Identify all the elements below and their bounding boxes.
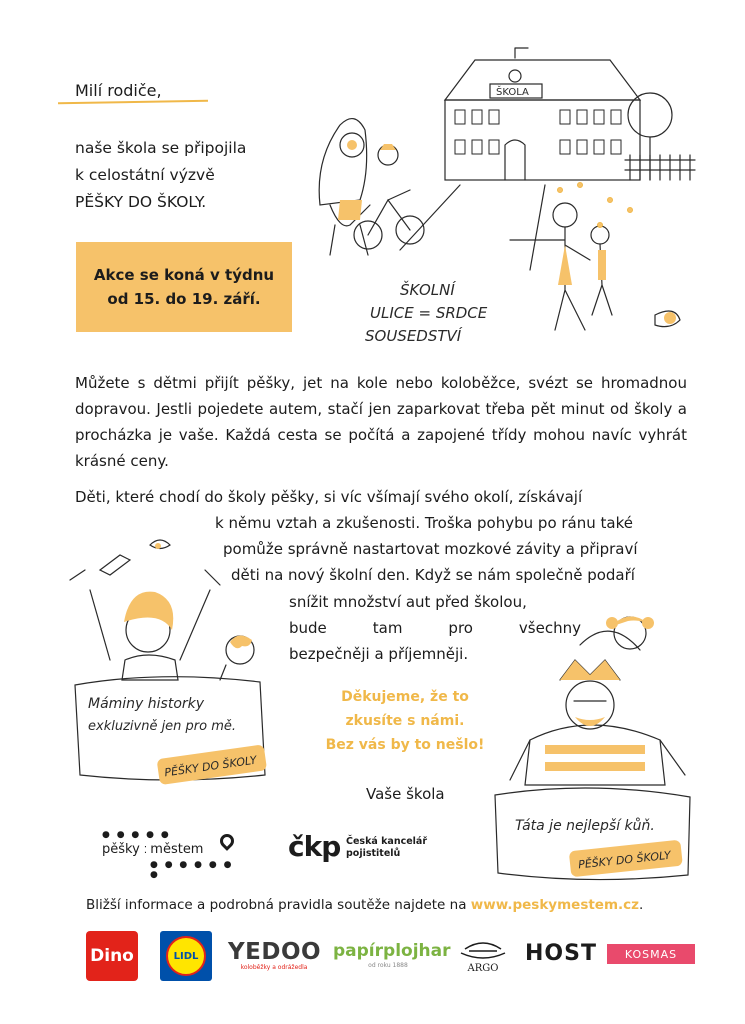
dino-logo-text: Dino xyxy=(90,946,134,966)
argo-logo-text: ARGO xyxy=(467,963,499,974)
ckp-logo xyxy=(288,830,438,870)
kosmas-logo xyxy=(607,944,695,964)
kosmas-logo-text: KOSMAS xyxy=(624,947,678,961)
intro-line: k celostátní výzvě xyxy=(75,166,215,184)
paragraph-benefits-line: bude tam pro všechny xyxy=(289,619,581,637)
papirplojhar-logo xyxy=(333,940,451,980)
paragraph-benefits-line: snížit množství aut před školou, xyxy=(289,593,527,611)
dots-decoration: ● ● ● ● ● ● ● xyxy=(150,860,234,880)
greeting-underline xyxy=(58,100,208,105)
paragraph-benefits-line: pomůže správně nastartovat mozkové závity a připraví xyxy=(223,540,638,558)
mestem-word: městem xyxy=(150,842,204,857)
footer-info xyxy=(86,897,643,913)
paragraph-benefits-line: bezpečněji a příjemněji. xyxy=(289,645,469,663)
yedoo-logo-sub: koloběžky a odrážedla xyxy=(240,964,308,971)
event-date-line: Akce se koná v týdnu xyxy=(93,266,275,284)
pesky-word: pěšky xyxy=(102,842,140,857)
location-pin-icon xyxy=(217,831,237,851)
argo-logo xyxy=(455,935,511,981)
host-logo: HOST xyxy=(525,941,597,966)
paragraph-benefits-line: k němu vztah a zkušenosti. Troška pohybu po ránu také xyxy=(215,514,633,532)
street-caption-line: SOUSEDSTVÍ xyxy=(365,327,462,345)
dino-logo xyxy=(86,931,138,981)
pesky-mestem-logo xyxy=(102,828,242,880)
thanks-line: Děkujeme, že to xyxy=(341,689,469,705)
event-date-box xyxy=(76,242,292,332)
thanks-line: Bez vás by to nešlo! xyxy=(325,737,485,753)
mom-stories-illustration xyxy=(60,530,290,790)
yedoo-logo-text: YEDOO xyxy=(228,939,322,965)
paragraph-benefits-line: Děti, které chodí do školy pěšky, si víc všímají svého okolí, získávají xyxy=(75,488,583,506)
colon-decoration: ⁚ xyxy=(143,845,151,856)
dots-decoration: ● ● ● ● ● xyxy=(102,830,171,840)
thank-you-note xyxy=(300,685,510,757)
paragraph-benefits-line: děti na nový školní den. Když se nám společně podaří xyxy=(231,566,635,584)
signature: Vaše škola xyxy=(366,785,445,803)
papirplojhar-logo-text: papírplojhar xyxy=(333,941,451,961)
intro-line: naše škola se připojila xyxy=(75,139,247,157)
papirplojhar-logo-sub: od roku 1888 xyxy=(368,962,408,969)
ckp-name-line: Česká kancelář xyxy=(346,836,428,847)
argo-ship-icon xyxy=(455,935,511,963)
lidl-logo xyxy=(160,931,212,981)
stamp-text: PĚŠKY DO ŠKOLY xyxy=(163,753,258,780)
event-date-line: od 15. do 19. září. xyxy=(107,290,261,308)
yedoo-logo xyxy=(228,940,320,980)
footer-info-text: Bližší informace a podrobná pravidla soutěže najdete na xyxy=(86,897,471,913)
school-street-illustration xyxy=(300,40,700,360)
ckp-name-line: pojistitelů xyxy=(346,848,401,859)
dad-caption: Táta je nejlepší kůň. xyxy=(515,818,655,834)
mom-caption-line: exkluzivně jen pro mě. xyxy=(88,719,237,734)
footer-period: . xyxy=(639,897,644,913)
lidl-logo-text: LIDL xyxy=(173,950,199,962)
thanks-line: zkusíte s námi. xyxy=(345,713,465,729)
intro-line: PĚŠKY DO ŠKOLY. xyxy=(75,193,207,211)
website-link[interactable]: www.peskymestem.cz xyxy=(470,897,640,913)
dad-horse-illustration xyxy=(490,605,700,885)
paragraph-travel-options: Můžete s dětmi přijít pěšky, jet na kole nebo koloběžce, svézt se hromadnou dopravou. Jestli pojedete autem, stačí jen zaparkovat třeba pět minut od školy a procházka je vaše. Každá cesta se počítá a zapojené třídy mohou navíc vyhrát krásné ceny. xyxy=(75,374,687,470)
street-caption-line: ULICE = SRDCE xyxy=(370,304,488,322)
street-caption-line: ŠKOLNÍ xyxy=(400,281,455,299)
mom-caption-line: Máminy historky xyxy=(88,696,205,712)
stamp-text: PĚŠKY DO ŠKOLY xyxy=(577,848,672,872)
pesky-mestem-line xyxy=(102,842,203,857)
ckp-mark: čkp xyxy=(288,830,341,863)
intro-text xyxy=(75,135,246,216)
greeting: Milí rodiče, xyxy=(75,81,162,100)
school-sign: ŠKOLA xyxy=(496,87,529,98)
lidl-logo-circle xyxy=(166,936,206,976)
